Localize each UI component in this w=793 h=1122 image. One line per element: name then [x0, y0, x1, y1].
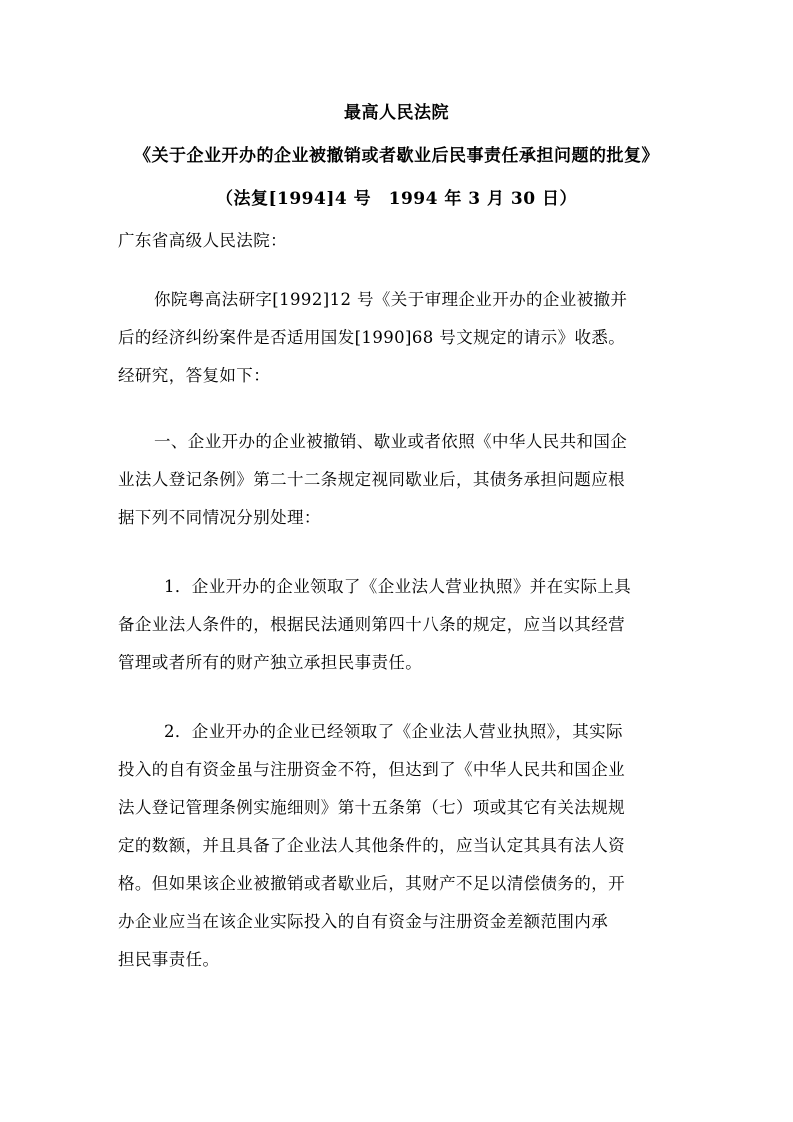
- text-line: 据下列不同情况分别处理：: [118, 508, 321, 527]
- text-line: 经研究，答复如下：: [118, 366, 271, 385]
- text-line: 法人登记管理条例实施细则》第十五条第（七）项或其它有关法规规: [118, 798, 625, 817]
- text-line: 后的经济纠纷案件是否适用国发[1990]68 号文规定的请示》收悉。: [118, 328, 626, 347]
- text-line: 2．企业开办的企业已经领取了《企业法人营业执照》，其实际: [164, 722, 623, 741]
- text-line: 定的数额，并且具备了企业法人其他条件的，应当认定其具有法人资: [118, 836, 625, 855]
- text-line: 备企业法人条件的，根据民法通则第四十八条的规定，应当以其经营: [118, 615, 625, 634]
- item-one-paragraph: [118, 568, 678, 682]
- text-line: 业法人登记条例》第二十二条规定视同歇业后，其债务承担问题应根: [118, 470, 625, 489]
- text-line: 你院粤高法研字[1992]12 号《关于审理企业开办的企业被撤并: [154, 290, 628, 309]
- text-line: 投入的自有资金虽与注册资金不符，但达到了《中华人民共和国企业: [118, 760, 625, 779]
- issuer-heading: 最高人民法院: [344, 103, 449, 123]
- text-line: 担民事责任。: [118, 950, 220, 969]
- addressee-line: 广东省高级人民法院：: [118, 231, 287, 250]
- intro-paragraph: [118, 281, 678, 395]
- text-line: 1．企业开办的企业领取了《企业法人营业执照》并在实际上具: [164, 577, 632, 596]
- text-line: 管理或者所有的财产独立承担民事责任。: [118, 653, 423, 672]
- document-title: 《关于企业开办的企业被撤销或者歇业后民事责任承担问题的批复》: [134, 146, 659, 166]
- text-line: 一、企业开办的企业被撤销、歇业或者依照《中华人民共和国企: [154, 432, 628, 451]
- text-line: 办企业应当在该企业实际投入的自有资金与注册资金差额范围内承: [118, 912, 609, 931]
- addressee-paragraph: [118, 222, 678, 260]
- item-two-paragraph: [118, 713, 678, 979]
- document-reference: （法复[1994]4 号 1994 年 3 月 30 日）: [215, 189, 578, 209]
- section-one-paragraph: [118, 423, 678, 537]
- text-line: 格。但如果该企业被撤销或者歇业后，其财产不足以清偿债务的，开: [118, 874, 625, 893]
